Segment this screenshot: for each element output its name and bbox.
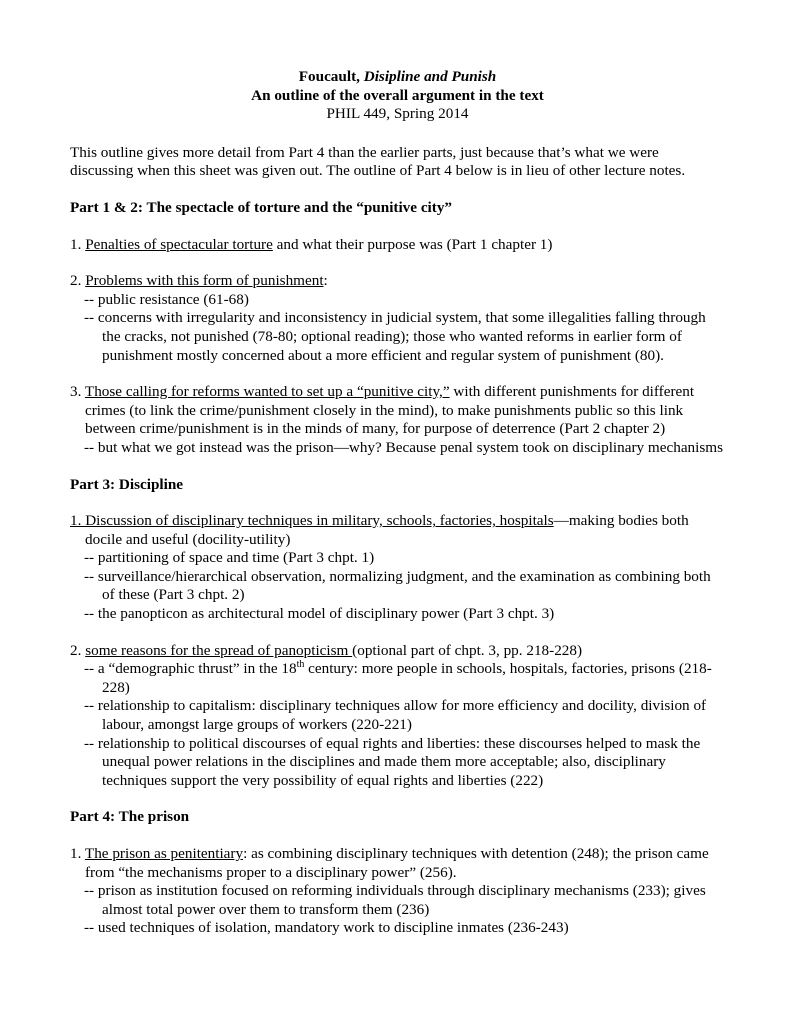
list-item: 3. Those calling for reforms wanted to set up a “punitive city,” with different punishments for different crimes (to link the crime/punishment closely in the mind), to make punishments public so this link between crime/punishment is in the minds of many, for purpose of deterrence (Part 2 chapter 2) -- but what we got instead was the prison—why? Because penal system took on disciplinary mechanisms [70, 383, 724, 456]
sub-item: -- prison as institution focused on reforming individuals through disciplinary mechanisms (233); gives almost total power over them to transform them (236) [84, 882, 706, 918]
sub-item: -- concerns with irregularity and inconsistency in judicial system, that some illegalities falling through the cracks, not punished (78-80; optional reading); those who wanted reforms in earlier form of punishment mostly concerned about a more efficient and regular system of punishment (80). [84, 309, 706, 364]
section-heading-part3: Part 3: Discipline [70, 475, 184, 493]
sub-item: -- relationship to capitalism: disciplinary techniques allow for more efficiency and docility, division of labour, amongst large groups of workers (220-221) [84, 697, 707, 734]
intro-paragraph: This outline gives more detail from Part 4 than the earlier parts, just because that’s what we were discussing when this sheet was given out. The outline of Part 4 below is in lieu of other lecture notes. [70, 143, 686, 180]
sub-item: -- partitioning of space and time (Part 3 chpt. 1) [84, 549, 375, 567]
list-item: 1. Discussion of disciplinary techniques in military, schools, factories, hospitals—making bodies both docile and useful (docility-utility) -- partitioning of space and time (Part 3 chpt. 1) -- surveillance/hierarchical observation, normalizing judgment, and the examination as combining both of these (Part 3 chpt. 2) -- the panopticon as architectural model of disciplinary power (Part 3 chpt. 3) [70, 512, 725, 624]
list-item: 2. some reasons for the spread of panopticism (optional part of chpt. 3, pp. 218-228) -- a “demographic thrust” in the 18th century: more people in schools, hospitals, factories, prisons (218-228) -- relationship to capitalism: disciplinary techniques allow for more efficiency and docility, division of labour, amongst large groups of workers (220-221) -- relationship to political discourses of equal rights and liberties: these discourses helped to mask the unequal power relations in the disciplines and made them more acceptable; also, disciplinary techniques support the very possibility of equal rights and liberties (222) [70, 642, 725, 791]
sub-item: -- a “demographic thrust” in the 18th century: more people in schools, hospitals, factories, prisons (218-228) [84, 659, 712, 696]
list-item: 1. The prison as penitentiary: as combining disciplinary techniques with detention (248); the prison came from “the mechanisms proper to a disciplinary power” (256). -- prison as institution focused on reforming individuals through disciplinary mechanisms (233); gives almost total power over them to transform them (236) -- used techniques of isolation, mandatory work to discipline inmates (236-243) [70, 845, 725, 938]
sub-item: -- public resistance (61-68) [84, 290, 249, 308]
document-title [70, 68, 725, 87]
sub-item: -- surveillance/hierarchical observation, normalizing judgment, and the examination as combining both of these (Part 3 chpt. 2) [84, 567, 711, 604]
course-info: PHIL 449, Spring 2014 [326, 105, 469, 123]
list-item: 1. Penalties of spectacular torture and what their purpose was (Part 1 chapter 1) [70, 235, 553, 253]
document-header [70, 68, 725, 124]
section-heading-part4: Part 4: The prison [70, 808, 190, 826]
list-item: 2. Problems with this form of punishment: -- public resistance (61-68) -- concerns with irregularity and inconsistency in judicial system, that some illegalities falling through the cracks, not punished (78-80; optional reading); those who wanted reforms in earlier form of punishment mostly concerned about a more efficient and regular system of punishment (80). [70, 272, 725, 365]
section-heading-part12: Part 1 & 2: The spectacle of torture and the “punitive city” [70, 198, 453, 216]
sub-item: -- the panopticon as architectural model of disciplinary power (Part 3 chpt. 3) [84, 605, 555, 623]
sub-item: -- used techniques of isolation, mandatory work to discipline inmates (236-243) [84, 919, 569, 937]
title-book: Disipline and Punish [363, 68, 497, 85]
document-subtitle: An outline of the overall argument in the text [251, 86, 544, 104]
title-author: Foucault, [298, 68, 364, 85]
sub-item: -- relationship to political discourses of equal rights and liberties: these discourses helped to mask the unequal power relations in the disciplines and made them more acceptable; also, disciplinary techniques support the very possibility of equal rights and liberties (222) [84, 734, 701, 789]
sub-item: -- but what we got instead was the prison—why? Because penal system took on disciplinary mechanisms [84, 438, 724, 456]
